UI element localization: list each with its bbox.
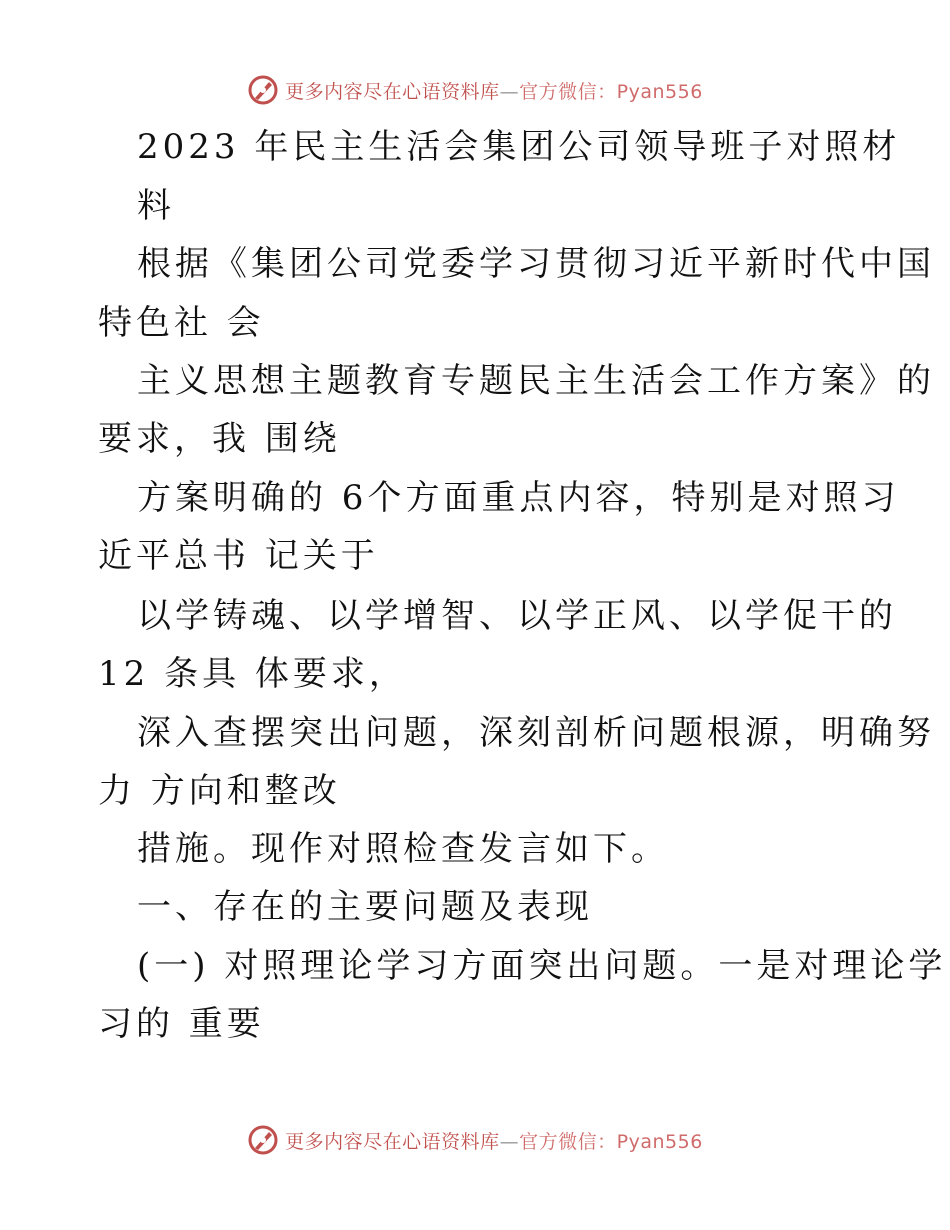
text-line: 根据《集团公司党委学习贯彻习近平新时代中国 (137, 244, 935, 284)
header-banner-text: 更多内容尽在心语资料库—官方微信：Pyan556 (285, 80, 703, 103)
section-heading: 一、存在的主要问题及表现 (137, 887, 593, 927)
quill-logo-icon (247, 1124, 279, 1156)
text-line: 以学铸魂、以学增智、以学正风、以学促干的 (137, 596, 897, 636)
footer-watermark-banner (0, 1120, 950, 1160)
text-line: 要求，我 围绕 (98, 419, 341, 459)
quill-logo-icon (247, 74, 279, 106)
footer-banner-text: 更多内容尽在心语资料库—官方微信：Pyan556 (285, 1130, 703, 1153)
text-line: 12 条具 体要求， (98, 654, 407, 694)
text-line: 措施。现作对照检查发言如下。 (137, 829, 669, 869)
text-line: 力 方向和整改 (98, 771, 341, 811)
text-line: 近平总书 记关于 (98, 536, 379, 576)
text-line: 深入查摆突出问题，深刻剖析问题根源，明确努 (137, 713, 935, 753)
text-line: 料 (137, 186, 175, 226)
text-line: (一) 对照理论学习方面突出问题。一是对理论学 (137, 946, 947, 986)
text-line: 方案明确的 6个方面重点内容，特别是对照习 (137, 478, 900, 518)
text-line: 习的 重要 (98, 1004, 265, 1044)
header-watermark-banner (0, 70, 950, 110)
text-line: 主义思想主题教育专题民主生活会工作方案》的 (137, 361, 935, 401)
text-line: 2023 年民主生活会集团公司领导班子对照材 (137, 127, 901, 167)
text-line: 特色社 会 (98, 303, 265, 343)
